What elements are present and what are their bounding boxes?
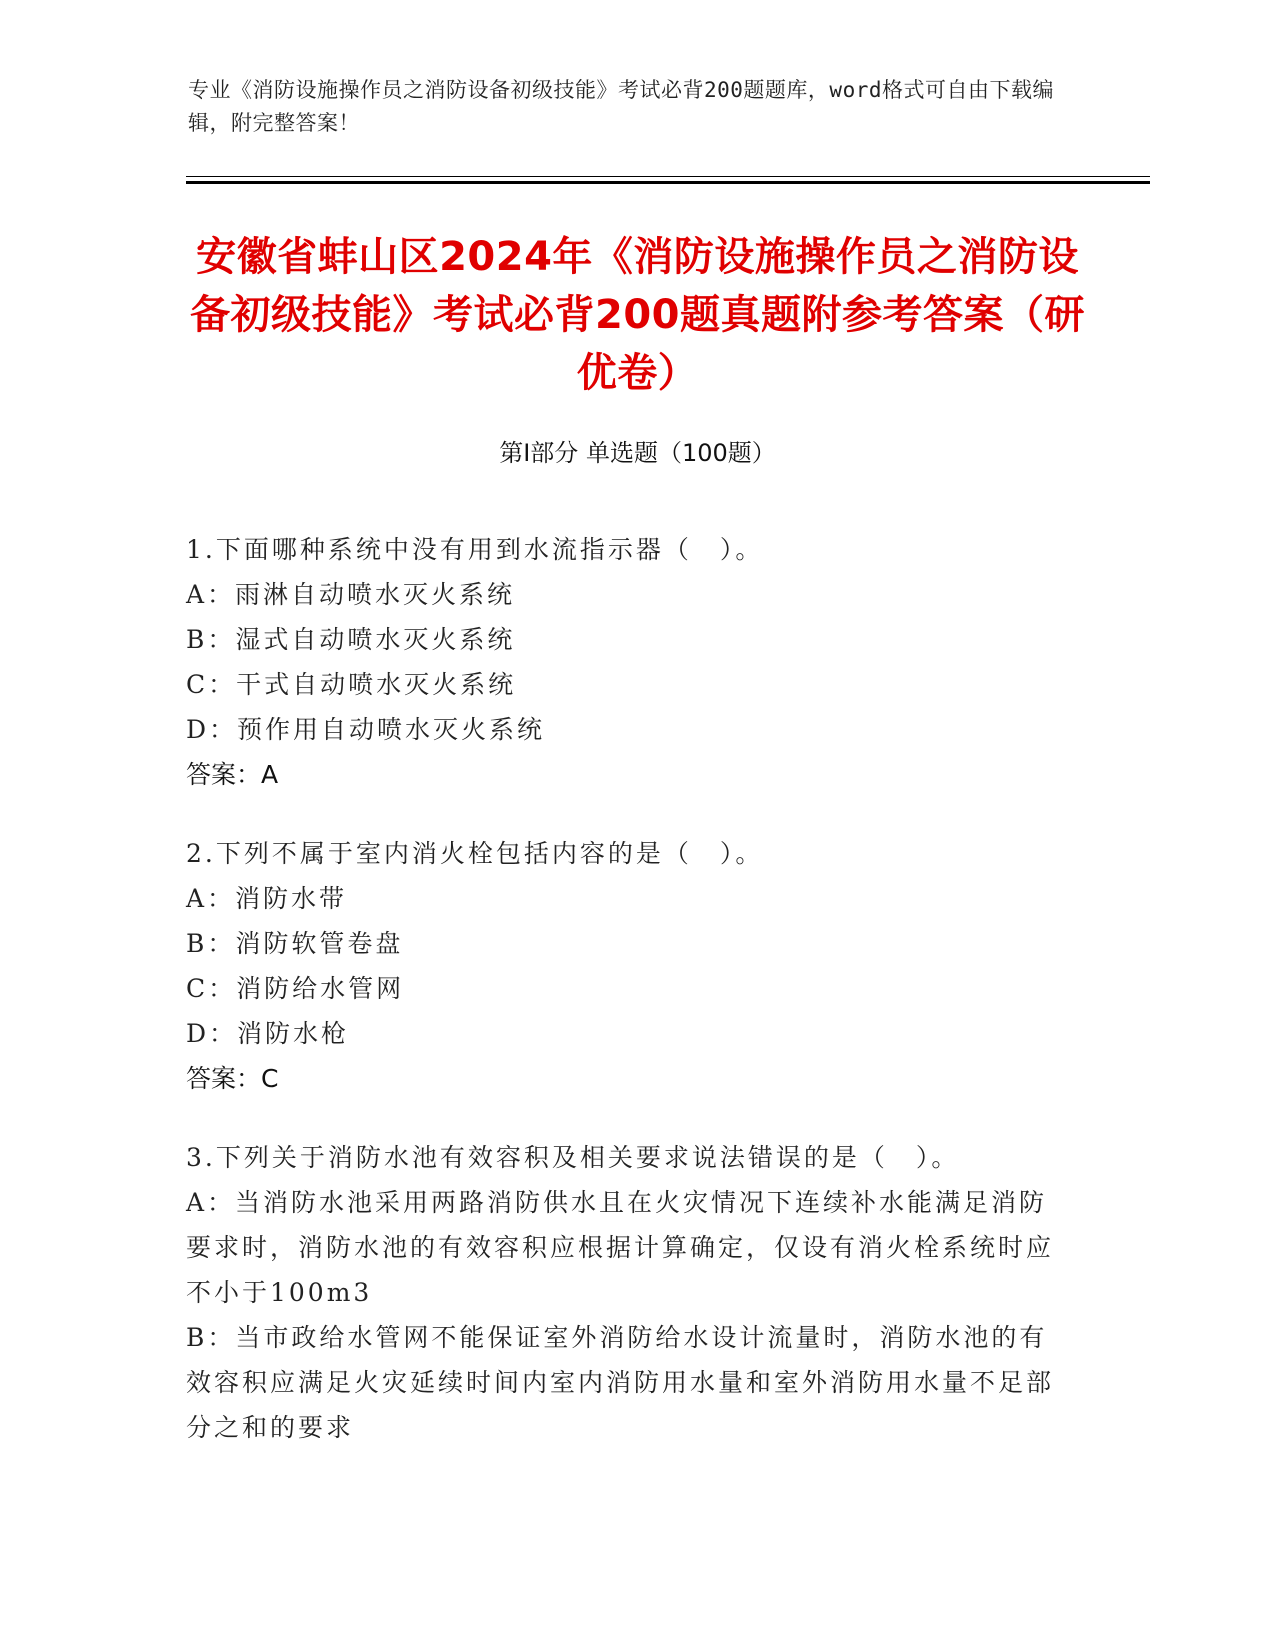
header-divider-thin [186,176,1150,177]
answer: 答案：A [186,760,279,789]
option-b: B：当市政给水管网不能保证室外消防给水设计流量时，消防水池的有效容积应满足火灾延续时间内室内消防用水量和室外消防用水量不足部分之和的要求 [186,1323,1055,1442]
document-title: 安徽省蚌山区2024年《消防设施操作员之消防设备初级技能》考试必背200题真题附参考答案（研优卷） [190,234,1085,396]
header-divider-thick [186,181,1150,184]
option-d: D：预作用自动喷水灭火系统 [186,715,546,744]
question-list [186,527,1066,1484]
section-title: 第I部分 单选题（100题） [499,439,776,467]
option-a: A：消防水带 [186,884,348,913]
header-note: 专业《消防设施操作员之消防设备初级技能》考试必背200题题库，word格式可自由下载编辑，附完整答案！ [188,78,1054,135]
question-stem: 1.下面哪种系统中没有用到水流指示器（ ）。 [186,535,764,564]
option-d: D：消防水枪 [186,1019,350,1048]
option-a: A：雨淋自动喷水灭火系统 [186,580,516,609]
option-b: B：消防软管卷盘 [186,929,404,958]
question-1 [186,527,1066,797]
question-2 [186,831,1066,1101]
question-3 [186,1135,1066,1450]
option-c: C：消防给水管网 [186,974,405,1003]
option-a: A：当消防水池采用两路消防供水且在火灾情况下连续补水能满足消防要求时，消防水池的有效容积应根据计算确定，仅设有消火栓系统时应不小于100m3 [186,1188,1055,1307]
answer: 答案：C [186,1064,279,1093]
question-stem: 3.下列关于消防水池有效容积及相关要求说法错误的是（ ）。 [186,1143,960,1172]
option-c: C：干式自动喷水灭火系统 [186,670,517,699]
question-stem: 2.下列不属于室内消火栓包括内容的是（ ）。 [186,839,764,868]
option-b: B：湿式自动喷水灭火系统 [186,625,516,654]
